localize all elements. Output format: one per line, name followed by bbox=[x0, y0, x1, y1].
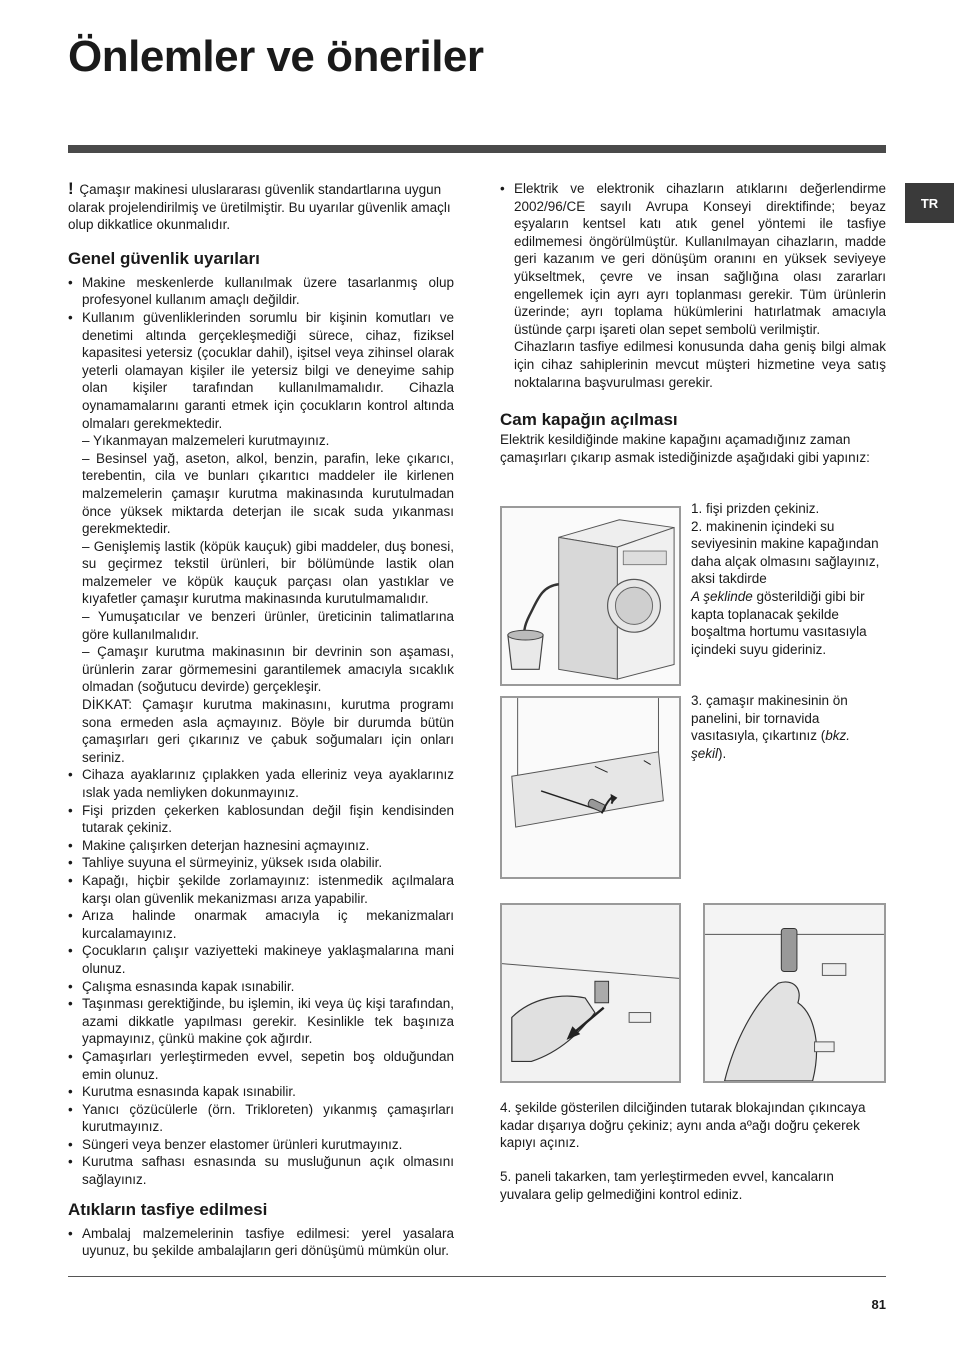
language-tab: TR bbox=[905, 183, 954, 223]
sub-item: – Çamaşır kurutma makinasının bir devrinin son aşaması, ürünlerin zarar görmemesini garantilemek amacıyla sıcaklık olmadan (soğutucu devirde) gerçekleşir. bbox=[82, 644, 454, 695]
list-item: • Makine çalışırken deterjan haznesini açmayınız. bbox=[68, 837, 454, 855]
list-item: • Makine meskenlerde kullanılmak üzere tasarlanmış olup profesyonel kullanım amaçlı değildir. bbox=[68, 274, 454, 309]
weee-list bbox=[500, 180, 886, 391]
list-item bbox=[500, 180, 886, 391]
step-2: 2. makinenin içindeki su seviyesinin makine kapağından daha alçak olmasını sağlayınız, aksi takdirde A şeklinde gösterildiği gibi bir kapta toplanacak şekilde boşaltma hortumu vasıtasıyla içindeki suyu gideriniz. bbox=[691, 518, 880, 657]
safety-heading: Genel güvenlik uyarıları bbox=[68, 248, 260, 268]
figure-drain-hose bbox=[500, 506, 681, 686]
sub-item: – Genişlemiş lastik (köpük kauçuk) gibi maddeler, duş bonesi, su geçirmez tekstil ürünleri, bir bölümünde lastik olan malzemeler ve köpük kauçuk parçası olan yastıklar ve kıyafetler çamaşır kurutma makinasında kurutulmamalıdır. bbox=[82, 538, 454, 607]
list-item: • Taşınması gerektiğinde, bu işlemin, iki veya üç kişi tarafından, azami dikkatle yapılması gerekir. Kesinlikle tek başınıza yapmayınız, çünkü makine çok ağırdır. bbox=[68, 995, 454, 1048]
list-item: • Kurutma safhası esnasında su musluğunun açık olmasını sağlayınız. bbox=[68, 1153, 454, 1188]
disposal-list bbox=[68, 1225, 454, 1260]
drain-hose-illustration bbox=[502, 508, 679, 684]
list-item: • Çalışma esnasında kapak ısınabilir. bbox=[68, 978, 454, 996]
weee-text: • Elektrik ve elektronik cihazların atıklarını değerlendirme 2002/96/CE sayılı Avrupa Konseyi direktifinde; beyaz eşyaların kentsel katı atık genel yöntemi ile tasfiye edilmemesi öngörülmüştür. Kullanılmayan cihazların, madde geri kazanım ve geri dönüşüm oranını en yüksek seviyeye yükseltmek, çevre ve insan sağlığına olası zararları engellemek için ayrı ayrı toplanması gerekir. Tüm ürünlerin üzerinde; ayrı toplama hükümlerini hatırlatmak amacıyla üstünde çarpı işareti olan sepet sembolü verilmiştir. bbox=[514, 181, 886, 337]
step-5: 5. paneli takarken, tam yerleştirmeden evvel, kancaların yuvalara gelip gelmediğini kontrol ediniz. bbox=[500, 1169, 834, 1202]
left-column bbox=[68, 180, 454, 1260]
step-3: 3. çamaşır makinesinin ön panelini, bir tornavida vasıtasıyla, çıkartınız (bkz. şekil). bbox=[691, 693, 851, 761]
bottom-rule bbox=[68, 1276, 886, 1277]
list-item: • Yanıcı çözücülerle (örn. Trikloreten) yıkanmış çamaşırları kurutmayınız. bbox=[68, 1101, 454, 1136]
intro-text: Çamaşır makinesi uluslararası güvenlik standartlarına uygun olarak projelendirilmiş ve üretilmiştir. Bu uyarılar güvenlik amaçlı olup dikkatlice okunmalıdır. bbox=[68, 182, 451, 233]
list-item: • Çocukların çalışır vaziyetteki makineye yaklaşmalarına mani olunuz. bbox=[68, 942, 454, 977]
door-heading: Cam kapağın açılması bbox=[500, 410, 678, 430]
step-1: 1. fişi prizden çekiniz. bbox=[691, 501, 820, 516]
weee-more-text: Cihazların tasfiye edilmesi konusunda daha geniş bilgi almak için cihaz sahiplerinin mevcut müşteri hizmetine veya satış noktalarına başvurulması gerekir. bbox=[514, 339, 886, 390]
list-item: • Arıza halinde onarmak amacıyla iç mekanizmaları kurcalamayınız. bbox=[68, 907, 454, 942]
list-item: • Kurutma esnasında kapak ısınabilir. bbox=[68, 1083, 454, 1101]
open-door-illustration bbox=[705, 905, 884, 1081]
figure-panel-removal bbox=[500, 696, 681, 879]
screwdriver-illustration bbox=[502, 698, 679, 877]
list-item bbox=[68, 309, 454, 766]
right-column bbox=[500, 180, 886, 466]
list-item: • Ambalaj malzemelerinin tasfiye edilmesi: yerel yasalara uyunuz, bu şekilde ambalajların geri dönüşümü mümkün olur. bbox=[68, 1225, 454, 1260]
sub-item: DİKKAT: Çamaşır kurutma makinasını, kurutma programı sona ermeden asla açmayınız. Böyle bir durumda bütün çamaşırları geri çıkarınız ve çabuk soğumaları için onları seriniz. bbox=[82, 697, 454, 765]
list-item-text: • Kullanım güvenliklerinden sorumlu bir kişinin komutları ve denetimi altında gerçekleşmediği sürece, cihaz, fiziksel kapasitesi yetersiz (çocuklar dahil), işitsel veya zihinsel olarak yeterli olamayan kişiler ile yetersiz bilgi ve deneyime sahip olan kişiler tarafından kullanılmamalıdır. Cihazla oynamamalarını garanti etmek için çocukların kontrol altında olmaları gerekmektedir. bbox=[82, 309, 454, 431]
list-item: • Çamaşırları yerleştirmeden evvel, sepetin boş olduğundan emin olunuz. bbox=[68, 1048, 454, 1083]
warning-exclamation-icon: ! bbox=[68, 179, 74, 198]
list-item: • Cihaza ayaklarınız çıplakken yada elleriniz veya ayaklarınız ıslak yada nemliyken dokunmayınız. bbox=[68, 766, 454, 801]
sub-item: – Yumuşatıcılar ve benzeri ürünler, üreticinin talimatlarına göre kullanılmalıdır. bbox=[82, 609, 454, 642]
list-item: • Süngeri veya benzer elastomer ürünleri kurutmayınız. bbox=[68, 1136, 454, 1154]
door-intro: Elektrik kesildiğinde makine kapağını açamadığınız zaman çamaşırları çıkarıp asmak istediğinizde aşağıdaki gibi yapınız: bbox=[500, 432, 870, 465]
step-4: 4. şekilde gösterilen dilciğinden tutarak blokajından çıkıncaya kadar dışarıya doğru çekiniz; aynı anda aºağı doğru çekerek kapıyı açınız. bbox=[500, 1100, 866, 1151]
intro-paragraph bbox=[68, 180, 454, 234]
page-title: Önlemler ve öneriler bbox=[68, 32, 484, 81]
figure-pull-tab bbox=[500, 903, 681, 1083]
safety-list bbox=[68, 274, 454, 1189]
list-item: • Tahliye suyuna el sürmeyiniz, yüksek ısıda olabilir. bbox=[68, 854, 454, 872]
figure-open-door bbox=[703, 903, 886, 1083]
list-item: • Kapağı, hiçbir şekilde zorlamayınız: istenmedik açılmalara karşı olan güvenlik mekanizması arıza yapabilir. bbox=[68, 872, 454, 907]
list-item: • Fişi prizden çekerken kablosundan değil fişin kendisinden tutarak çekiniz. bbox=[68, 802, 454, 837]
disposal-heading: Atıkların tasfiye edilmesi bbox=[68, 1199, 268, 1219]
page-number: 81 bbox=[871, 1297, 886, 1312]
top-rule bbox=[68, 145, 886, 153]
sub-item: – Besinsel yağ, aseton, alkol, benzin, parafin, leke çıkarıcı, terebentin, cila ve bunları çıkarıtıcı maddeler ile kirlenen malzemelerin çamaşır kurutma makinasında kurutulmadan önce yüksek miktarda deterjan ile sıcak suda yıkanması gerekmektedir. bbox=[82, 450, 454, 537]
steps-1-2 bbox=[691, 500, 887, 658]
pull-tab-illustration bbox=[502, 905, 679, 1081]
sub-item: – Yıkanmayan malzemeleri kurutmayınız. bbox=[82, 433, 330, 449]
